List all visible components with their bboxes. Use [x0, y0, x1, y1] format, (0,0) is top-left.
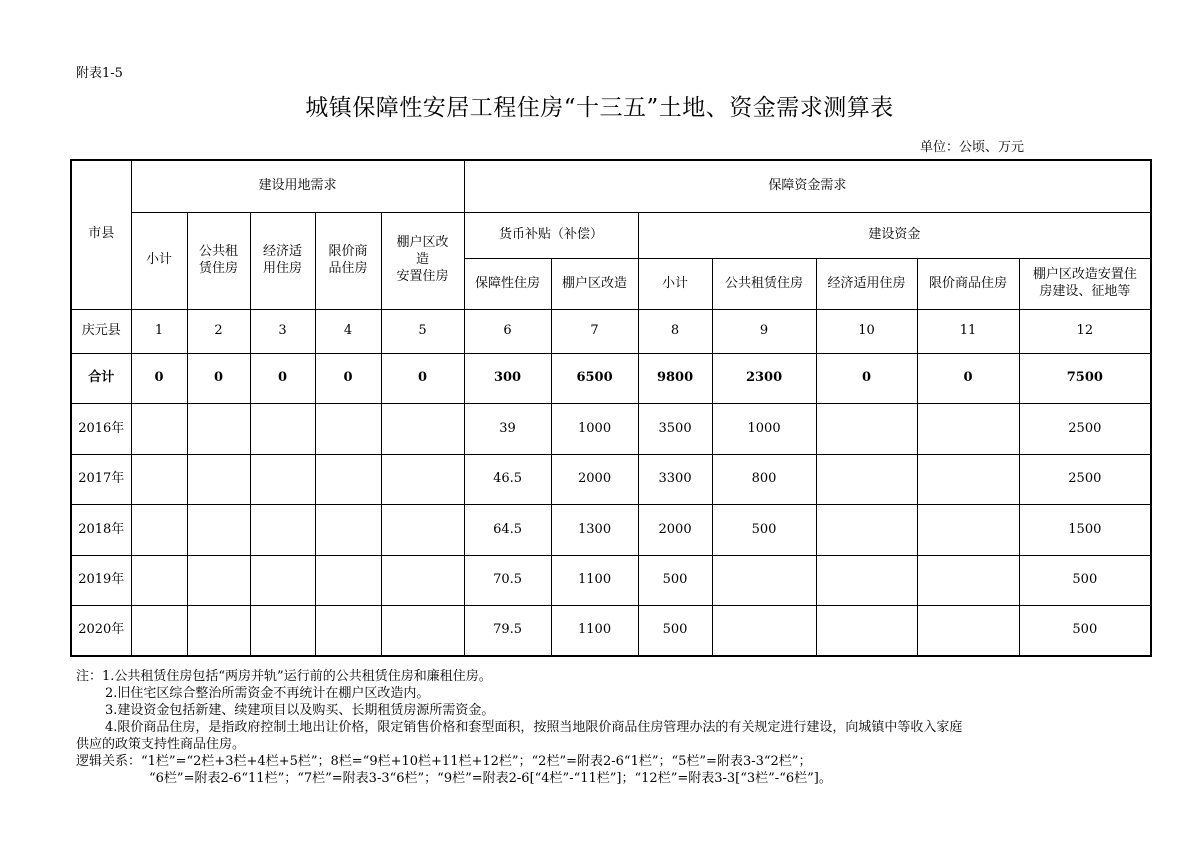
table-cell: 39 [464, 404, 551, 454]
header-fund-public-rental: 公共租赁住房 [712, 259, 816, 309]
table-row [71, 454, 1151, 504]
header-subsidy-affordable: 保障性住房 [464, 259, 551, 309]
note-4: 4.限价商品住房，是指政府控制土地出让价格，限定销售价格和套型面积，按照当地限价商品住房管理办法的有关规定进行建设，向城镇中等收入家庭 [105, 720, 963, 735]
table-cell: 0 [187, 354, 250, 404]
table-cell [315, 555, 381, 605]
table-cell: 64.5 [464, 505, 551, 555]
header-fund-shantytown: 棚户区改造安置住 房建设、征地等 [1019, 259, 1151, 309]
table-cell: 1 [131, 309, 187, 353]
table-cell [131, 555, 187, 605]
header-land-economic: 经济适 用住房 [250, 212, 315, 309]
table-cell: 12 [1019, 309, 1151, 353]
logic-relation-continued: “6栏”=附表2-6“11栏”；“7栏”=附表3-3“6栏”；“9栏”=附表2-6[“4栏”-“11栏”]；“12栏”=附表3-3[“3栏”-“6栏”]。 [149, 771, 832, 786]
header-subsidy-shantytown: 棚户区改造 [551, 259, 638, 309]
table-cell [187, 505, 250, 555]
table-cell: 1500 [1019, 505, 1151, 555]
table-row [71, 555, 1151, 605]
table-cell [816, 555, 917, 605]
table-cell [187, 404, 250, 454]
table-cell [917, 555, 1019, 605]
table-cell: 2017年 [71, 454, 131, 504]
table-cell: 2016年 [71, 404, 131, 454]
table-cell: 800 [712, 454, 816, 504]
table-cell [131, 404, 187, 454]
table-cell: 10 [816, 309, 917, 353]
demand-table [70, 159, 1152, 657]
table-cell: 1300 [551, 505, 638, 555]
table-cell: 1000 [551, 404, 638, 454]
table-cell [381, 555, 464, 605]
table-cell [917, 404, 1019, 454]
table-row [71, 354, 1151, 404]
page-title: 城镇保障性安居工程住房“十三五”土地、资金需求测算表 [305, 95, 894, 121]
table-cell [187, 555, 250, 605]
table-cell [816, 606, 917, 656]
table-cell [315, 454, 381, 504]
unit-label: 单位：公顷、万元 [920, 140, 1025, 155]
table-cell: 2500 [1019, 404, 1151, 454]
table-cell: 2300 [712, 354, 816, 404]
table-cell: 9800 [638, 354, 712, 404]
table-cell: 300 [464, 354, 551, 404]
table-cell [250, 606, 315, 656]
header-fund-price-limited: 限价商品住房 [917, 259, 1019, 309]
table-cell [131, 505, 187, 555]
table-cell [381, 454, 464, 504]
table-cell: 1100 [551, 555, 638, 605]
table-cell [250, 555, 315, 605]
table-row [71, 606, 1151, 656]
annex-label: 附表1-5 [76, 66, 123, 81]
table-cell [131, 606, 187, 656]
table-cell: 500 [1019, 555, 1151, 605]
table-cell: 2500 [1019, 454, 1151, 504]
table-cell: 7500 [1019, 354, 1151, 404]
table-cell: 5 [381, 309, 464, 353]
table-cell [250, 454, 315, 504]
table-cell: 3500 [638, 404, 712, 454]
table-cell [250, 404, 315, 454]
note-3: 3.建设资金包括新建、续建项目以及购买、长期租赁房源所需资金。 [105, 703, 495, 718]
table-cell: 9 [712, 309, 816, 353]
table-cell: 46.5 [464, 454, 551, 504]
table-cell: 庆元县 [71, 309, 131, 353]
table-cell [917, 606, 1019, 656]
note-1: 注：1.公共租赁住房包括“两房并轨”运行前的公共租赁住房和廉租住房。 [76, 669, 492, 684]
table-cell [315, 606, 381, 656]
table-cell: 2 [187, 309, 250, 353]
table-cell [381, 505, 464, 555]
table-cell: 2018年 [71, 505, 131, 555]
table-row [71, 404, 1151, 454]
header-land-subtotal: 小计 [131, 212, 187, 309]
table-cell: 6 [464, 309, 551, 353]
table-cell [816, 454, 917, 504]
table-cell [250, 505, 315, 555]
header-fund-demand: 保障资金需求 [464, 160, 1151, 212]
table-cell: 3 [250, 309, 315, 353]
table-cell: 2000 [551, 454, 638, 504]
index-row [71, 309, 1151, 353]
table-cell [131, 454, 187, 504]
table-cell: 2020年 [71, 606, 131, 656]
table-cell [712, 555, 816, 605]
table-cell: 0 [315, 354, 381, 404]
header-fund-economic: 经济适用住房 [816, 259, 917, 309]
table-cell [315, 505, 381, 555]
table-cell: 7 [551, 309, 638, 353]
header-currency-subsidy: 货币补贴（补偿） [464, 212, 638, 258]
table-cell: 0 [250, 354, 315, 404]
table-cell: 500 [638, 555, 712, 605]
table-cell: 500 [1019, 606, 1151, 656]
table-cell [917, 454, 1019, 504]
table-cell: 1100 [551, 606, 638, 656]
header-fund-subtotal: 小计 [638, 259, 712, 309]
table-cell: 11 [917, 309, 1019, 353]
table-cell: 合计 [71, 354, 131, 404]
note-4-continued: 供应的政策支持性商品住房。 [76, 737, 246, 752]
table-cell: 8 [638, 309, 712, 353]
note-2: 2.旧住宅区综合整治所需资金不再统计在棚户区改造内。 [105, 686, 430, 701]
table-cell: 500 [712, 505, 816, 555]
table-cell [187, 606, 250, 656]
table-cell [917, 505, 1019, 555]
table-cell [187, 454, 250, 504]
table-cell [816, 404, 917, 454]
table-cell: 0 [381, 354, 464, 404]
table-cell: 500 [638, 606, 712, 656]
table-cell [381, 404, 464, 454]
table-cell: 79.5 [464, 606, 551, 656]
table-cell [315, 404, 381, 454]
table-cell: 2000 [638, 505, 712, 555]
table-row [71, 505, 1151, 555]
logic-relation: 逻辑关系：“1栏”=“2栏+3栏+4栏+5栏”；8栏=“9栏+10栏+11栏+12栏”；“2栏”=附表2-6“1栏”；“5栏”=附表3-3“2栏”； [76, 754, 812, 769]
header-land-demand: 建设用地需求 [131, 160, 464, 212]
table-cell: 0 [917, 354, 1019, 404]
table-cell: 0 [816, 354, 917, 404]
header-land-public-rental: 公共租 赁住房 [187, 212, 250, 309]
header-construction-fund: 建设资金 [638, 212, 1151, 258]
table-cell [712, 606, 816, 656]
table-cell [381, 606, 464, 656]
table-cell [816, 505, 917, 555]
header-county: 市县 [71, 160, 131, 309]
table-cell: 3300 [638, 454, 712, 504]
table-cell: 70.5 [464, 555, 551, 605]
table-cell: 4 [315, 309, 381, 353]
table-cell: 2019年 [71, 555, 131, 605]
notes [76, 668, 1146, 787]
table-cell: 6500 [551, 354, 638, 404]
header-land-shantytown: 棚户区改 造 安置住房 [381, 212, 464, 309]
header-land-price-limited: 限价商 品住房 [315, 212, 381, 309]
table-cell: 1000 [712, 404, 816, 454]
table-cell: 0 [131, 354, 187, 404]
